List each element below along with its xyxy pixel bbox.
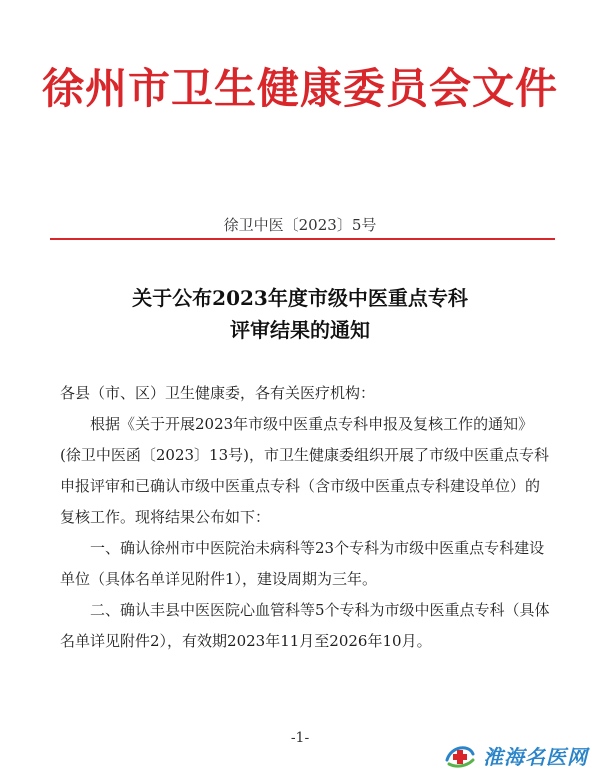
issuing-authority-header: 徐州市卫生健康委员会文件 — [41, 64, 558, 113]
body-paragraph-3: 二、确认丰县中医医院心血管科等5个专科为市级中医重点专科（具体名单详见附件2），有效期2023年11月至2026年10月。 — [60, 601, 550, 650]
notice-title-line-1: 关于公布2023年度市级中医重点专科 — [132, 286, 468, 310]
page-number: -1- — [290, 730, 310, 746]
header-red-divider — [50, 238, 555, 240]
notice-title-line-2: 评审结果的通知 — [230, 318, 370, 342]
body-paragraph-1: 根据《关于开展2023年市级中医重点专科申报及复核工作的通知》(徐卫中医函〔2023〕13号)，市卫生健康委组织开展了市级中医重点专科申报评审和已确认市级中医重点专科（含市级中医重点专科建设单位）的复核工作。现将结果公布如下： — [60, 415, 549, 526]
salutation: 各县（市、区）卫生健康委，各有关医疗机构： — [60, 384, 376, 402]
medical-cross-logo-icon — [443, 740, 477, 770]
document-number: 徐卫中医〔2023〕5号 — [223, 216, 377, 234]
body-paragraph-2: 一、确认徐州市中医院治未病科等23个专科为市级中医重点专科建设单位（具体名单详见附件1），建设周期为三年。 — [60, 539, 545, 588]
notice-title — [0, 282, 600, 346]
site-watermark — [443, 740, 588, 770]
watermark-text: 淮海名医网 — [483, 744, 588, 769]
notice-body — [60, 378, 550, 657]
